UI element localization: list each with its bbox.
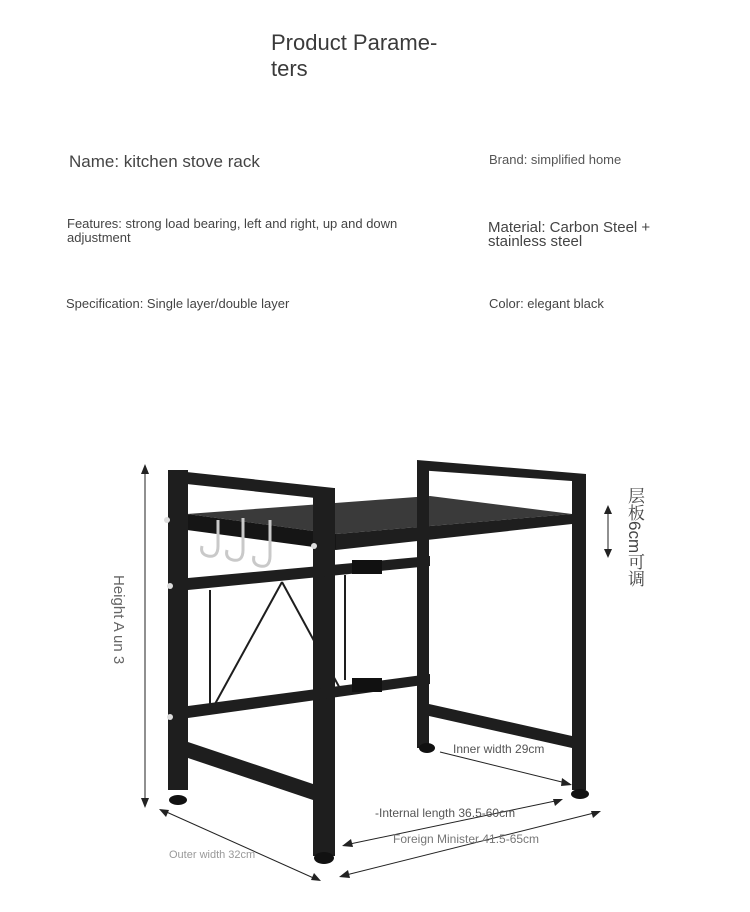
param-name: Name: kitchen stove rack <box>69 152 260 171</box>
inner-width-arrowhead <box>561 778 572 786</box>
lower-crossbar <box>188 674 430 718</box>
bottom-left-rail <box>188 742 313 800</box>
brace-b <box>215 582 282 704</box>
param-material: Material: Carbon Steel + stainless steel <box>488 219 651 250</box>
foreign-length-label: Foreign Minister 41.5-65cm <box>393 832 540 846</box>
foot <box>169 795 187 805</box>
upper-crossbar <box>188 556 430 590</box>
page-title: Product Parame- ters <box>271 30 438 81</box>
height-label: Height A un 3 <box>110 575 127 665</box>
param-color: Color: elegant black <box>489 296 604 311</box>
screw <box>164 517 170 523</box>
internal-length-label: -Internal length 36.5-60cm <box>375 806 516 820</box>
height-arrow-top <box>141 464 149 474</box>
shelf-arrow-bottom <box>604 549 612 558</box>
front-right-post <box>572 474 586 790</box>
param-specification: Specification: Single layer/double layer <box>66 296 290 311</box>
back-right-post <box>417 462 429 748</box>
height-arrow-bottom <box>141 798 149 808</box>
screw <box>311 543 317 549</box>
outer-width-arrowhead-a <box>159 809 169 817</box>
foot <box>571 789 589 799</box>
internal-length-arrowhead-a <box>342 839 353 847</box>
outer-width-label: Outer width 32cm <box>169 849 256 861</box>
adjuster-clip-upper <box>352 560 382 574</box>
back-left-post <box>168 470 188 790</box>
right-top-bar <box>417 460 586 482</box>
screw <box>167 714 173 720</box>
outer-width-arrowhead-b <box>311 873 321 881</box>
foreign-length-arrowhead-a <box>339 870 350 878</box>
foot <box>314 852 334 864</box>
adjuster-clip-lower <box>352 678 382 692</box>
left-top-bar <box>168 470 334 500</box>
outer-width-arrow <box>162 810 318 880</box>
param-features: Features: strong load bearing, left and right, up and down adjustment <box>67 216 398 245</box>
internal-length-arrowhead-b <box>553 799 563 806</box>
inner-width-arrow <box>440 752 570 784</box>
foreign-length-arrowhead-b <box>591 811 601 818</box>
shelf-adjust-label: 层板6cm可调 <box>625 487 644 588</box>
shelf-arrow-top <box>604 505 612 514</box>
param-brand: Brand: simplified home <box>489 152 622 167</box>
foot <box>419 743 435 753</box>
inner-width-label: Inner width 29cm <box>453 742 545 756</box>
screw <box>167 583 173 589</box>
